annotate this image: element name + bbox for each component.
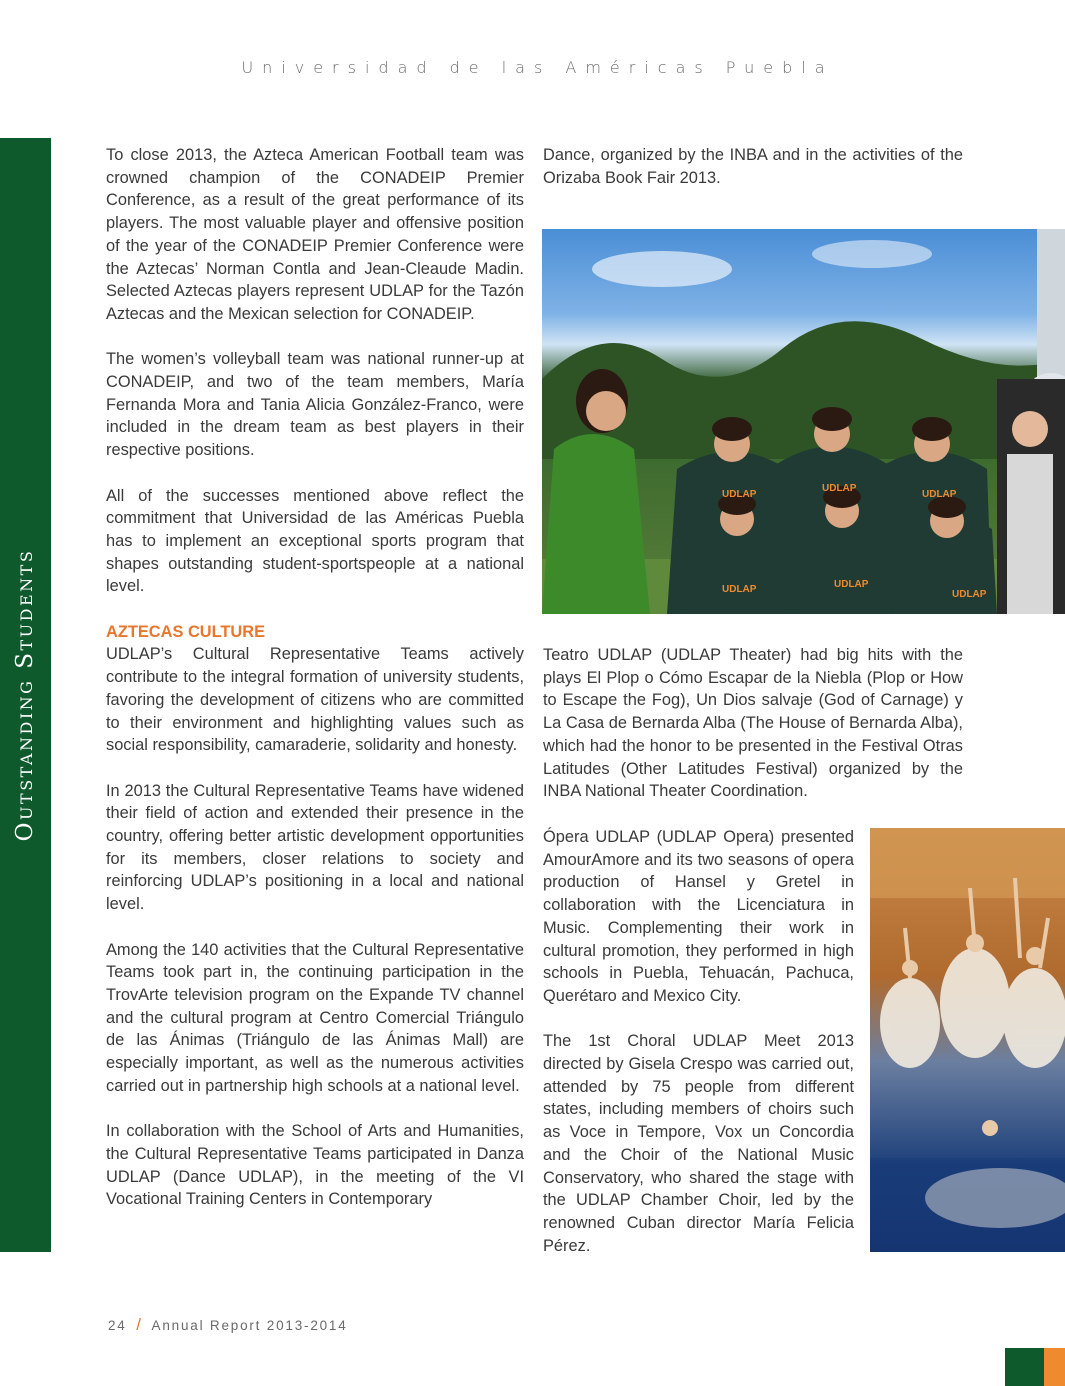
page-header-title: Universidad de las Américas Puebla	[241, 58, 834, 77]
left-column	[106, 144, 524, 1211]
section-heading-aztecas-culture: AZTECAS CULTURE	[106, 622, 266, 641]
paragraph-theater: Teatro UDLAP (UDLAP Theater) had big hits with the plays El Plop o Cómo Escapar de la Niebla (Plop or How to Escape the Fog), Un Dios salvaje (God of Carnage) y La Casa de Bernarda Alba (The House of Bernarda Alba), which had the honor to be presented in the Festival Otras Latitudes (Other Latitudes Festival) organized by the INBA National Theater Coordination.	[543, 646, 963, 801]
volleyball-team-illustration	[542, 229, 1065, 614]
ballet-dancers-photo	[870, 828, 1065, 1252]
paragraph-2013-cultural: In 2013 the Cultural Representative Teams have widened their field of action and extended their presence in the country, offering better artistic development opportunities for its members, closer relations to society and reinforcing UDLAP’s positioning in a local and national level.	[106, 781, 524, 914]
right-column-middle	[543, 644, 963, 826]
page-footer	[108, 1315, 348, 1335]
paragraph-opera: Ópera UDLAP (UDLAP Opera) presented AmourAmore and its two seasons of opera production of Hansel y Gretel in collaboration with the Licenciatura in Music. Complementing their work in cultural promotion, they performed in high schools in Puebla, Tehuacán, Pachuca, Querétaro and Mexico City.	[543, 828, 854, 1005]
paragraph-collaboration: In collaboration with the School of Arts and Humanities, the Cultural Representative Teams participated in Danza UDLAP (Dance UDLAP), in the meeting of the VI Vocational Training Centers in Contemporary	[106, 1122, 524, 1209]
right-column-bottom	[543, 826, 854, 1257]
hoodie-logo-text: UDLAP	[722, 489, 757, 500]
paragraph-activities: Among the 140 activities that the Cultural Representative Teams took part in, the continuing participation in the TrovArte television program on the Expande TV channel and the cultural program at Centro Comercial Triángulo de las Ánimas (Triángulo de las Ánimas Mall) are especially important, as well as the numerous activities carried out in partnership high schools at a national level.	[106, 940, 524, 1095]
corner-block-orange	[1044, 1348, 1065, 1386]
paragraph-volleyball: The women’s volleyball team was national runner-up at CONADEIP, and two of the team members, María Fernanda Mora and Tania Alicia González-Franco, were included in the dream team as best players in their respective positions.	[106, 350, 524, 460]
paragraph-successes: All of the successes mentioned above reflect the commitment that Universidad de las Américas Puebla has to implement an exceptional sports program that shapes outstanding student-sportspeople at a national level.	[106, 486, 524, 596]
hoodie-logo-text: UDLAP	[822, 483, 857, 494]
ballet-illustration	[870, 828, 1065, 1252]
hoodie-logo-text: UDLAP	[834, 579, 869, 590]
hoodie-logo-text: UDLAP	[722, 584, 757, 595]
hoodie-logo-text: UDLAP	[922, 489, 957, 500]
report-title: Annual Report 2013-2014	[151, 1318, 348, 1333]
paragraph-choral: The 1st Choral UDLAP Meet 2013 directed by Gisela Crespo was carried out, attended by 75 people from different states, including members of choirs such as Voce in Tempore, Vox un Concordia and the Choir of the National Music Conservatory, who shared the stage with the UDLAP Chamber Choir, led by the renowned Cuban director María Felicia Pérez.	[543, 1032, 854, 1255]
footer-separator: /	[136, 1315, 143, 1334]
volleyball-team-photo	[542, 229, 1065, 614]
page-number: 24	[108, 1318, 127, 1333]
right-column-top	[543, 144, 963, 212]
paragraph-cultural-teams: UDLAP’s Cultural Representative Teams actively contribute to the integral formation of university students, favoring the development of citizens who are committed to their environment and highlighting values such as social responsibility, camaraderie, solidarity and honesty.	[106, 645, 524, 755]
hoodie-logo-text: UDLAP	[952, 589, 987, 600]
paragraph-dance-continued: Dance, organized by the INBA and in the activities of the Orizaba Book Fair 2013.	[543, 146, 963, 187]
paragraph-football: To close 2013, the Azteca American Football team was crowned champion of the CONADEIP Premier Conference, as a result of the great performance of its players. The most valuable player and offensive position of the year of the CONADEIP Premier Conference were the Aztecas’ Norman Contla and Jean-Cleaude Madin. Selected Aztecas players represent UDLAP for the Tazón Aztecas and the Mexican selection for CONADEIP.	[106, 146, 524, 323]
corner-block-green	[1005, 1348, 1044, 1386]
section-sidebar-label: Outstanding Students	[12, 548, 38, 842]
